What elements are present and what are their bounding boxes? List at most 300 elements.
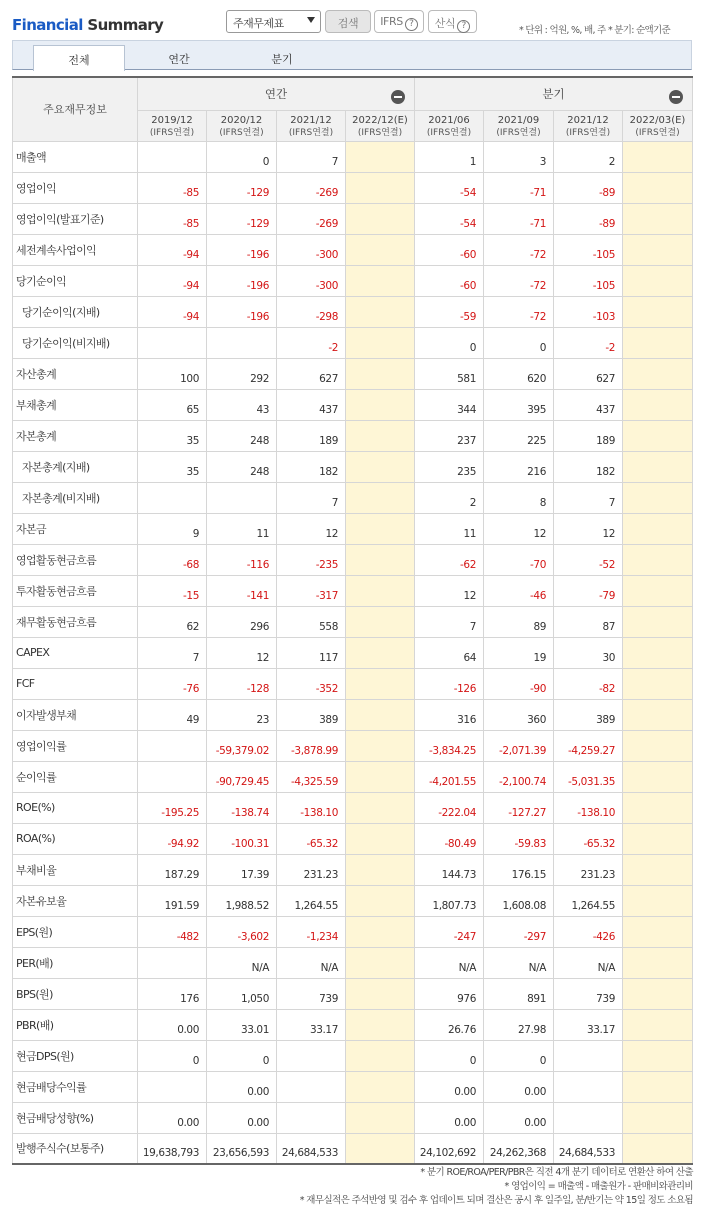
table-cell: 7 xyxy=(554,482,623,513)
period-label: 2021/12 xyxy=(290,114,332,126)
table-cell xyxy=(346,141,415,172)
row-label: 영업이익(발표기준) xyxy=(13,203,138,234)
row-label: 자본총계(비지배) xyxy=(13,482,138,513)
ifrs-help-button[interactable] xyxy=(374,10,424,33)
period-basis: (IFRS연결) xyxy=(219,127,264,138)
table-row xyxy=(13,1071,693,1102)
table-cell xyxy=(623,761,693,792)
table-cell: -235 xyxy=(277,544,346,575)
table-cell: -3,834.25 xyxy=(415,730,484,761)
table-cell xyxy=(346,513,415,544)
table-cell: -70 xyxy=(484,544,554,575)
table-cell: 2 xyxy=(554,141,623,172)
table-cell: 24,102,692 xyxy=(415,1133,484,1164)
table-cell xyxy=(554,1071,623,1102)
period-basis: (IFRS연결) xyxy=(426,127,472,138)
table-cell xyxy=(346,699,415,730)
formula-help-button[interactable] xyxy=(428,10,477,33)
period-header xyxy=(207,110,277,141)
header-bar xyxy=(0,0,705,40)
table-cell xyxy=(346,637,415,668)
table-cell: 389 xyxy=(277,699,346,730)
table-cell xyxy=(554,1040,623,1071)
table-cell xyxy=(277,1040,346,1071)
table-cell: 17.39 xyxy=(207,854,277,885)
table-cell: 26.76 xyxy=(415,1009,484,1040)
table-cell: N/A xyxy=(484,947,554,978)
table-cell: 0 xyxy=(207,141,277,172)
table-cell xyxy=(623,513,693,544)
table-cell: 62 xyxy=(138,606,207,637)
tab-quarter[interactable]: 분기 xyxy=(271,53,293,66)
table-cell: 627 xyxy=(277,358,346,389)
table-cell: 12 xyxy=(415,575,484,606)
table-cell: -65.32 xyxy=(554,823,623,854)
table-body xyxy=(13,141,693,1164)
table-cell xyxy=(346,606,415,637)
row-label: 현금배당수익률 xyxy=(13,1071,138,1102)
table-cell: 23,656,593 xyxy=(207,1133,277,1164)
table-cell xyxy=(346,947,415,978)
table-cell: -59.83 xyxy=(484,823,554,854)
table-cell: -116 xyxy=(207,544,277,575)
table-cell: 87 xyxy=(554,606,623,637)
table-cell: 43 xyxy=(207,389,277,420)
table-row xyxy=(13,668,693,699)
table-cell: 30 xyxy=(554,637,623,668)
period-label: 2021/12 xyxy=(567,114,609,126)
formula-label: 산식 xyxy=(434,17,456,30)
table-cell: 11 xyxy=(415,513,484,544)
table-cell: -52 xyxy=(554,544,623,575)
table-cell: 739 xyxy=(554,978,623,1009)
table-cell xyxy=(623,885,693,916)
table-cell: 1,264.55 xyxy=(277,885,346,916)
table-cell: -3,602 xyxy=(207,916,277,947)
period-header xyxy=(138,110,207,141)
table-cell: 24,262,368 xyxy=(484,1133,554,1164)
table-cell: 7 xyxy=(138,637,207,668)
table-cell xyxy=(346,575,415,606)
table-cell: 360 xyxy=(484,699,554,730)
table-row xyxy=(13,234,693,265)
table-cell: 0.00 xyxy=(415,1102,484,1133)
table-row xyxy=(13,1133,693,1164)
table-cell: 11 xyxy=(207,513,277,544)
row-label: 당기순이익 xyxy=(13,265,138,296)
table-cell xyxy=(138,482,207,513)
table-cell xyxy=(346,916,415,947)
help-icon: ? xyxy=(405,18,418,31)
table-cell xyxy=(623,1102,693,1133)
table-cell: 0.00 xyxy=(484,1071,554,1102)
collapse-quarter-icon[interactable] xyxy=(669,90,683,104)
table-cell: 437 xyxy=(554,389,623,420)
table-cell xyxy=(623,544,693,575)
table-cell: 12 xyxy=(277,513,346,544)
table-cell: -80.49 xyxy=(415,823,484,854)
table-cell: 395 xyxy=(484,389,554,420)
table-cell xyxy=(623,1071,693,1102)
table-cell xyxy=(346,544,415,575)
table-cell xyxy=(346,761,415,792)
table-cell: 9 xyxy=(138,513,207,544)
row-label: 이자발생부채 xyxy=(13,699,138,730)
table-cell: -126 xyxy=(415,668,484,699)
table-cell: -195.25 xyxy=(138,792,207,823)
table-cell xyxy=(346,792,415,823)
search-button[interactable]: 검색 xyxy=(325,10,371,33)
table-cell: 19,638,793 xyxy=(138,1133,207,1164)
table-cell xyxy=(346,358,415,389)
statement-select[interactable] xyxy=(226,10,321,33)
table-cell: 189 xyxy=(554,420,623,451)
table-cell: -85 xyxy=(138,203,207,234)
table-cell xyxy=(623,854,693,885)
table-row xyxy=(13,978,693,1009)
table-cell: 292 xyxy=(207,358,277,389)
table-row xyxy=(13,420,693,451)
table-row xyxy=(13,575,693,606)
table-cell xyxy=(138,947,207,978)
table-cell: -300 xyxy=(277,234,346,265)
table-cell: 0 xyxy=(207,1040,277,1071)
table-cell xyxy=(346,1040,415,1071)
table-cell xyxy=(346,1009,415,1040)
row-label: BPS(원) xyxy=(13,978,138,1009)
row-label: 세전계속사업이익 xyxy=(13,234,138,265)
table-cell xyxy=(346,234,415,265)
row-label: 순이익률 xyxy=(13,761,138,792)
period-header xyxy=(484,110,554,141)
table-cell: -68 xyxy=(138,544,207,575)
table-cell: 1,050 xyxy=(207,978,277,1009)
table-cell: -90,729.45 xyxy=(207,761,277,792)
table-cell: -72 xyxy=(484,234,554,265)
table-cell: 144.73 xyxy=(415,854,484,885)
row-label: ROE(%) xyxy=(13,792,138,823)
table-cell: N/A xyxy=(415,947,484,978)
table-cell: 0 xyxy=(415,327,484,358)
table-cell xyxy=(346,451,415,482)
period-label: 2022/03(E) xyxy=(629,114,686,126)
table-cell: 33.17 xyxy=(554,1009,623,1040)
row-label: 현금배당성향(%) xyxy=(13,1102,138,1133)
table-cell xyxy=(277,1102,346,1133)
table-cell: 182 xyxy=(277,451,346,482)
table-cell xyxy=(346,420,415,451)
table-cell xyxy=(554,1102,623,1133)
row-label: PBR(배) xyxy=(13,1009,138,1040)
collapse-annual-icon[interactable] xyxy=(391,90,405,104)
table-cell: 24,684,533 xyxy=(554,1133,623,1164)
table-row xyxy=(13,1040,693,1071)
table-cell: -4,325.59 xyxy=(277,761,346,792)
table-cell: -105 xyxy=(554,234,623,265)
table-cell xyxy=(623,296,693,327)
row-label: 자본금 xyxy=(13,513,138,544)
table-cell: 225 xyxy=(484,420,554,451)
table-cell xyxy=(346,296,415,327)
table-cell: 1,988.52 xyxy=(207,885,277,916)
period-label: 2021/09 xyxy=(497,114,540,126)
table-cell xyxy=(346,885,415,916)
table-cell: -2,100.74 xyxy=(484,761,554,792)
period-basis: (IFRS연결) xyxy=(565,127,611,138)
table-cell: 620 xyxy=(484,358,554,389)
table-cell: 189 xyxy=(277,420,346,451)
table-row xyxy=(13,730,693,761)
table-row xyxy=(13,823,693,854)
chevron-down-icon xyxy=(307,17,315,23)
tab-all[interactable]: 전체 xyxy=(33,45,125,71)
row-label: FCF xyxy=(13,668,138,699)
table-cell xyxy=(207,327,277,358)
row-label: 자본유보율 xyxy=(13,885,138,916)
table-cell: -269 xyxy=(277,172,346,203)
table-cell: -317 xyxy=(277,575,346,606)
table-cell: 23 xyxy=(207,699,277,730)
table-cell xyxy=(623,1133,693,1164)
table-cell xyxy=(346,854,415,885)
period-header xyxy=(346,110,415,141)
table-cell: 248 xyxy=(207,420,277,451)
table-cell: 33.17 xyxy=(277,1009,346,1040)
table-cell: 0.00 xyxy=(138,1102,207,1133)
table-cell xyxy=(623,699,693,730)
quarter-group-header xyxy=(415,77,693,110)
table-cell: -138.10 xyxy=(277,792,346,823)
table-cell: 0.00 xyxy=(207,1102,277,1133)
row-label: 현금DPS(원) xyxy=(13,1040,138,1071)
table-row xyxy=(13,482,693,513)
table-cell: -79 xyxy=(554,575,623,606)
table-row xyxy=(13,637,693,668)
ifrs-label: IFRS xyxy=(380,15,403,28)
table-cell: -105 xyxy=(554,265,623,296)
row-label: 매출액 xyxy=(13,141,138,172)
help-icon: ? xyxy=(457,20,470,33)
table-cell: -2 xyxy=(554,327,623,358)
table-cell xyxy=(207,482,277,513)
corner-header: 주요재무정보 xyxy=(13,77,138,141)
table-cell: -60 xyxy=(415,265,484,296)
table-cell: 12 xyxy=(484,513,554,544)
table-cell xyxy=(623,792,693,823)
period-basis: (IFRS연결) xyxy=(357,127,403,138)
table-cell: -65.32 xyxy=(277,823,346,854)
table-cell: -128 xyxy=(207,668,277,699)
table-cell: -15 xyxy=(138,575,207,606)
table-cell xyxy=(138,730,207,761)
period-header xyxy=(623,110,693,141)
row-label: EPS(원) xyxy=(13,916,138,947)
footnotes xyxy=(300,1166,693,1208)
table-cell: -138.10 xyxy=(554,792,623,823)
period-header xyxy=(415,110,484,141)
table-cell: 89 xyxy=(484,606,554,637)
period-header xyxy=(277,110,346,141)
table-cell: 0 xyxy=(415,1040,484,1071)
row-label: 영업이익 xyxy=(13,172,138,203)
row-label: 발행주식수(보통주) xyxy=(13,1133,138,1164)
table-cell xyxy=(623,451,693,482)
table-cell: 248 xyxy=(207,451,277,482)
period-tabs xyxy=(12,40,692,70)
period-label: 2022/12(E) xyxy=(352,114,408,126)
table-cell xyxy=(623,327,693,358)
table-cell: 100 xyxy=(138,358,207,389)
table-cell: 581 xyxy=(415,358,484,389)
table-cell: 0.00 xyxy=(207,1071,277,1102)
table-cell: -60 xyxy=(415,234,484,265)
footnote: * 영업이익 = 매출액 - 매출원가 - 판매비와관리비 xyxy=(504,1181,693,1192)
table-cell: 558 xyxy=(277,606,346,637)
table-cell: 7 xyxy=(415,606,484,637)
table-cell xyxy=(623,358,693,389)
row-label: 당기순이익(비지배) xyxy=(13,327,138,358)
table-cell xyxy=(346,1133,415,1164)
table-cell: -196 xyxy=(207,265,277,296)
table-cell: 7 xyxy=(277,141,346,172)
table-cell: -90 xyxy=(484,668,554,699)
table-cell xyxy=(623,730,693,761)
table-cell: -2 xyxy=(277,327,346,358)
table-cell: -269 xyxy=(277,203,346,234)
row-label: 당기순이익(지배) xyxy=(13,296,138,327)
row-label: CAPEX xyxy=(13,637,138,668)
period-basis: (IFRS연결) xyxy=(496,127,541,138)
table-cell: 1,608.08 xyxy=(484,885,554,916)
table-cell: -94 xyxy=(138,296,207,327)
table-cell: -94 xyxy=(138,234,207,265)
table-cell: 49 xyxy=(138,699,207,730)
table-cell: 19 xyxy=(484,637,554,668)
table-cell xyxy=(623,637,693,668)
table-cell xyxy=(623,1009,693,1040)
table-cell xyxy=(623,203,693,234)
table-cell xyxy=(346,203,415,234)
table-cell: 7 xyxy=(277,482,346,513)
table-cell: 35 xyxy=(138,420,207,451)
table-cell: 1 xyxy=(415,141,484,172)
table-cell xyxy=(623,947,693,978)
table-cell: 35 xyxy=(138,451,207,482)
table-cell: -76 xyxy=(138,668,207,699)
table-cell: 891 xyxy=(484,978,554,1009)
table-row xyxy=(13,854,693,885)
row-label: 자본총계(지배) xyxy=(13,451,138,482)
table-cell: 231.23 xyxy=(277,854,346,885)
table-row xyxy=(13,544,693,575)
table-cell: -54 xyxy=(415,203,484,234)
table-cell: -300 xyxy=(277,265,346,296)
table-cell xyxy=(623,575,693,606)
table-row xyxy=(13,1009,693,1040)
table-cell xyxy=(138,141,207,172)
table-cell xyxy=(623,916,693,947)
table-cell: -129 xyxy=(207,172,277,203)
table-cell: 0 xyxy=(484,327,554,358)
table-cell: -59,379.02 xyxy=(207,730,277,761)
table-cell: 64 xyxy=(415,637,484,668)
annual-group-header xyxy=(138,77,415,110)
table-cell: N/A xyxy=(554,947,623,978)
table-cell xyxy=(346,389,415,420)
period-label: 2021/06 xyxy=(428,114,470,126)
table-row xyxy=(13,699,693,730)
table-row xyxy=(13,916,693,947)
table-cell xyxy=(623,265,693,296)
table-row xyxy=(13,265,693,296)
table-cell: -46 xyxy=(484,575,554,606)
table-cell: 0.00 xyxy=(415,1071,484,1102)
table-cell: -127.27 xyxy=(484,792,554,823)
table-cell xyxy=(346,172,415,203)
page-title-dark: Summary xyxy=(82,16,164,34)
period-basis: (IFRS연결) xyxy=(288,127,334,138)
table-cell: 437 xyxy=(277,389,346,420)
table-row xyxy=(13,141,693,172)
table-cell: 0 xyxy=(138,1040,207,1071)
table-cell xyxy=(346,823,415,854)
unit-note: * 단위 : 억원, %, 배, 주 * 분기: 순액기준 xyxy=(519,25,670,36)
table-cell: 216 xyxy=(484,451,554,482)
table-cell xyxy=(623,668,693,699)
row-label: 부채비율 xyxy=(13,854,138,885)
table-row xyxy=(13,606,693,637)
table-cell: 237 xyxy=(415,420,484,451)
table-cell: 739 xyxy=(277,978,346,1009)
table-row xyxy=(13,389,693,420)
table-cell: -138.74 xyxy=(207,792,277,823)
table-cell: -196 xyxy=(207,234,277,265)
table-row xyxy=(13,513,693,544)
tab-annual[interactable]: 연간 xyxy=(168,53,190,66)
table-cell: 27.98 xyxy=(484,1009,554,1040)
table-cell xyxy=(623,978,693,1009)
table-cell: -59 xyxy=(415,296,484,327)
table-row xyxy=(13,1102,693,1133)
row-label: PER(배) xyxy=(13,947,138,978)
table-cell: 8 xyxy=(484,482,554,513)
table-cell: -3,878.99 xyxy=(277,730,346,761)
period-header xyxy=(554,110,623,141)
period-basis: (IFRS연결) xyxy=(635,127,680,138)
table-cell: -89 xyxy=(554,172,623,203)
table-cell xyxy=(623,482,693,513)
table-cell: -222.04 xyxy=(415,792,484,823)
table-row xyxy=(13,885,693,916)
financial-summary-table xyxy=(12,76,693,1165)
table-row xyxy=(13,296,693,327)
period-label: 2020/12 xyxy=(220,114,263,126)
table-cell xyxy=(277,1071,346,1102)
table-cell: 296 xyxy=(207,606,277,637)
table-row xyxy=(13,203,693,234)
table-row xyxy=(13,947,693,978)
table-cell: -100.31 xyxy=(207,823,277,854)
table-cell: 344 xyxy=(415,389,484,420)
table-cell: 12 xyxy=(207,637,277,668)
table-cell: -482 xyxy=(138,916,207,947)
table-cell: -54 xyxy=(415,172,484,203)
table-cell xyxy=(623,606,693,637)
table-cell xyxy=(346,1071,415,1102)
table-cell: -62 xyxy=(415,544,484,575)
table-row xyxy=(13,792,693,823)
table-cell: 0.00 xyxy=(484,1102,554,1133)
